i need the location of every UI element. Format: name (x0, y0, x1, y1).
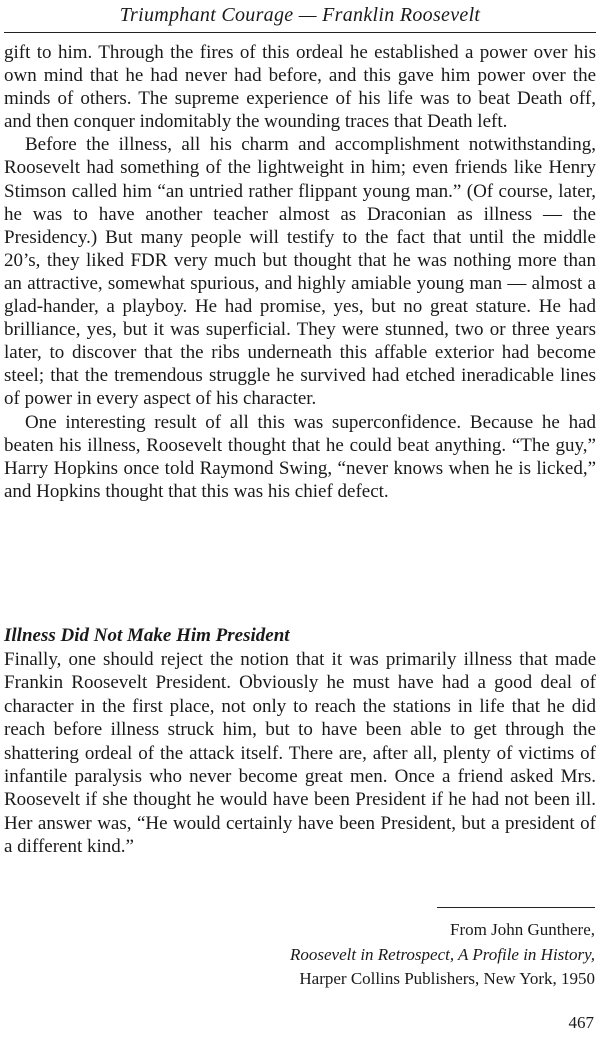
source-rule (437, 907, 595, 908)
source-author: From John Gunthere, (450, 920, 595, 939)
paragraph: Finally, one should reject the notion that it was primarily illness that made Frankin Roosevelt President. Obviously he must have had a good deal of character in the first place, not only to reach the stations in life that he did reach before illness struck him, but to have been able to get through the shattering ordeal of the attack itself. There are, after all, plenty of victims of infantile paralysis who never become great men. Once a friend asked Mrs. Roosevelt if she thought he would have been President if he had not been ill. Her answer was, “He would certainly have been President, but a president of a different kind.” (4, 649, 596, 858)
closing-text (4, 648, 596, 859)
paragraph: One interesting result of all this was superconfidence. Because he had beaten his illness, Roosevelt thought that he could beat anything. “The guy,” Harry Hopkins once told Raymond Swing, “never knows when he is licked,” and Hopkins thought that this was his chief defect. (4, 411, 596, 502)
source-citation (175, 918, 595, 992)
source-title: Roosevelt in Retrospect, A Profile in History, (289, 944, 595, 964)
running-head: Triumphant Courage — Franklin Roosevelt (119, 4, 481, 26)
page-number: 467 (568, 1013, 594, 1032)
section-heading: Illness Did Not Make Him President (4, 625, 290, 646)
body-text (4, 41, 596, 503)
paragraph: Before the illness, all his charm and accomplishment notwithstanding, Roosevelt had something of the lightweight in him; even friends like Henry Stimson called him “an untried rather flippant young man.” (Of course, later, he was to have another teacher almost as Draconian as illness — the Presidency.) But many people will testify to the fact that until the middle 20’s, they liked FDR very much but thought that he was nothing more than an attractive, somewhat spurious, and highly amiable young man — almost a glad-hander, a playboy. He had promise, yes, but no great stature. He had brilliance, yes, but it was superficial. They were stunned, two or three years later, to discover that the ribs underneath this affable exterior had become steel; that the tremendous struggle he survived had etched ineradicable lines of power in every aspect of his character. (4, 134, 596, 410)
paragraph: gift to him. Through the fires of this ordeal he established a power over his own mind that he had never had before, and this gave him power over the minds of others. The supreme experience of his life was to beat Death off, and then conquer indomitably the wounding traces that Death left. (4, 42, 596, 133)
header-rule (4, 32, 596, 33)
source-publisher: Harper Collins Publishers, New York, 1950 (299, 969, 595, 988)
